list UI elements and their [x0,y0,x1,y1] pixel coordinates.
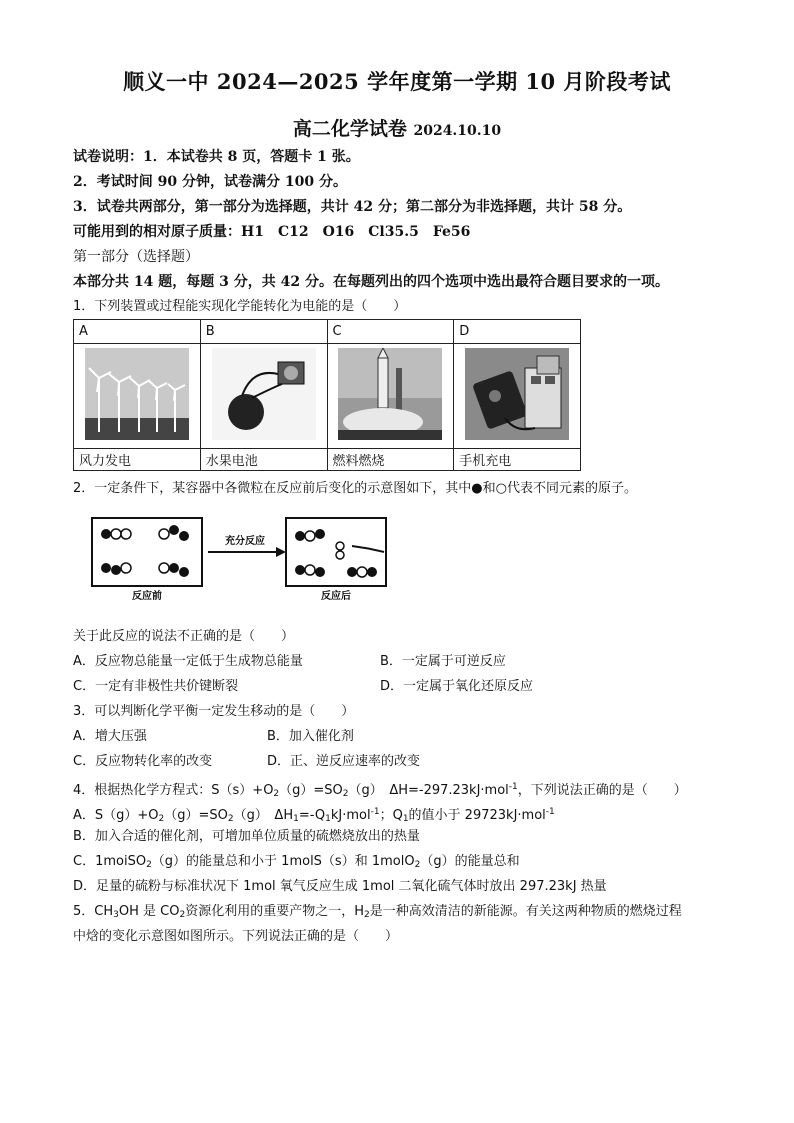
q5-stem-line-2: 中焓的变化示意图如图所示。下列说法正确的是（ ） [73,929,399,944]
q4-option-a [73,803,555,828]
q3-option-a: A．增大压强 [73,729,147,744]
subscript: 2 [179,910,186,920]
subscript: 3 [113,910,119,920]
exam-title: 顺义一中 2024—2025 学年度第一学期 10 月阶段考试 [123,69,671,94]
q5-part: 资源化利用的重要产物之一，H [185,904,364,919]
subscript: 2 [146,860,152,870]
q4-a-part: kJ·mol [330,808,371,823]
q4-option-b: B．加入合适的催化剂，可增加单位质量的硫燃烧放出的热量 [73,829,420,844]
q1-letter-b: B [200,320,327,344]
subscript: 2 [227,814,234,824]
q3-option-b: B．加入催化剂 [267,729,354,744]
q4-stem-part: （g）=SO [279,783,343,798]
subscript: 2 [158,814,165,824]
q5-part: 5．CH [73,904,114,919]
wind-turbines-photo [74,344,201,449]
q4-stem-part: ，下列说法正确的是（ ） [517,783,687,798]
instruction-line-1: 试卷说明：1．本试卷共 8 页，答题卡 1 张。 [73,149,360,165]
q3-option-d: D．正、逆反应速率的改变 [267,754,421,769]
q4-a-part: A．S（g）+O [73,808,159,823]
q4-stem [73,778,687,803]
before-label: 反应前 [132,591,162,602]
q1-stem: 1．下列装置或过程能实现化学能转化为电能的是（ ） [73,299,407,314]
part1-intro: 本部分共 14 题，每题 3 分，共 42 分。在每题列出的四个选项中选出最符合题目要求的一项。 [73,274,669,290]
q2-stem: 2．一定条件下，某容器中各微粒在反应前后变化的示意图如下，其中●和○代表不同元素的原子。 [73,481,637,496]
part1-heading: 第一部分（选择题） [73,249,199,265]
q4-a-part: 的值小于 29723kJ·mol [408,808,546,823]
q3-option-c: C．反应物转化率的改变 [73,754,213,769]
instruction-line-2: 2．考试时间 90 分钟，试卷满分 100 分。 [73,174,347,190]
subscript: 2 [363,910,370,920]
q3-stem: 3．可以判断化学平衡一定发生移动的是（ ） [73,704,355,719]
rocket-launch-icon [338,348,442,440]
subscript: 1 [293,814,299,824]
atomic-mass-line [73,223,470,241]
q4-c-part: （g）的能量总和小于 1molS（s）和 1molO [151,854,415,869]
fruit-battery-photo [200,344,327,449]
q4-c-part: （g）的能量总和 [420,854,520,869]
q4-c-part: C．1moiSO [73,854,147,869]
q4-a-part: （g）=SO [164,808,228,823]
q2-question: 关于此反应的说法不正确的是（ ） [73,629,295,644]
q4-a-part: ；Q [379,808,403,823]
q1-caption-c: 燃料燃烧 [327,449,454,471]
fruit-battery-icon [212,348,316,440]
q5-part: OH 是 CO [118,904,180,919]
q1-letter-c: C [327,320,454,344]
q1-caption-b: 水果电池 [200,449,327,471]
q4-stem-part: （g） [348,783,377,798]
q4-a-part: =-Q [298,808,326,823]
q2-option-a: A．反应物总能量一定低于生成物总能量 [73,654,303,669]
superscript: -1 [370,807,380,817]
q4-stem-part: 4．根据热化学方程式：S（s）+O [73,783,274,798]
after-label: 反应后 [321,591,351,602]
exam-date: 2024.10.10 [413,123,502,139]
fuel-combustion-photo [327,344,454,449]
q1-caption-a: 风力发电 [74,449,201,471]
subscript: 2 [342,789,349,799]
q1-caption-d: 手机充电 [454,449,581,471]
subscript: 1 [402,814,409,824]
q4-option-d: D．足量的硫粉与标准状况下 1mol 氧气反应生成 1mol 二氧化硫气体时放出 297.23kJ 热量 [73,879,607,894]
q4-enthalpy: ΔH=-297.23kJ·mol [389,783,509,798]
subscript: 1 [325,814,331,824]
reaction-diagram [90,512,390,602]
wind-turbine-icon [85,348,189,440]
q1-option-table [73,319,581,471]
q4-a-part: （g） [233,808,262,823]
superscript: -1 [545,807,555,817]
q2-option-c: C．一定有非极性共价键断裂 [73,679,239,694]
arrow-label: 充分反应 [225,536,265,547]
subject-title: 高二化学试卷 [292,118,407,140]
q4-a-part: ΔH [274,808,294,823]
atomic-mass-values: H1 C12 O16 Cl35.5 Fe56 [241,224,471,240]
q5-part: 是一种高效清洁的新能源。有关这两种物质的燃烧过程 [369,904,682,919]
superscript: -1 [508,782,518,792]
q2-option-d: D．一定属于氧化还原反应 [380,679,534,694]
phone-charging-photo [454,344,581,449]
subscript: 2 [273,789,280,799]
instruction-line-3: 3．试卷共两部分，第一部分为选择题，共计 42 分；第二部分为非选择题，共计 58 分。 [73,199,632,215]
q2-option-b: B．一定属于可逆反应 [380,654,506,669]
q5-stem-line-1 [73,903,682,924]
phone-charging-icon [465,348,569,440]
subscript: 2 [414,860,421,870]
q1-letter-d: D [454,320,581,344]
exam-subtitle [0,114,794,141]
atomic-mass-label: 可能用到的相对原子质量： [73,224,241,240]
q1-letter-a: A [74,320,201,344]
q4-option-c [73,853,520,874]
